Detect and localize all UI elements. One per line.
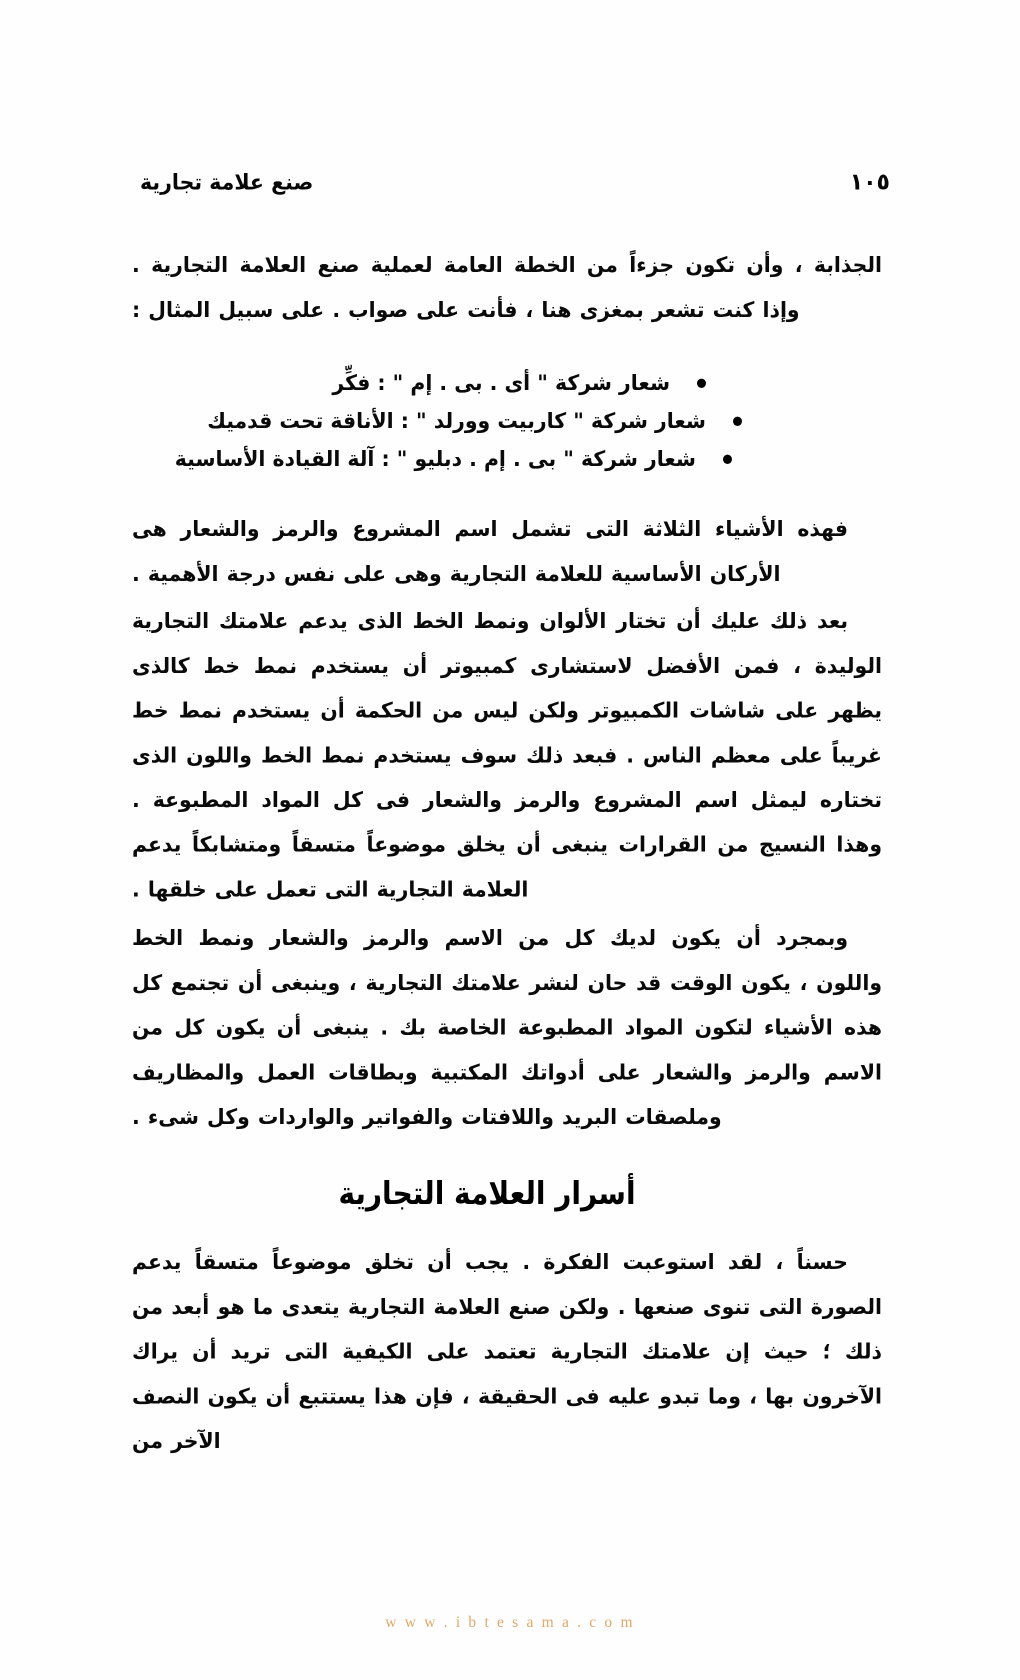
list-item xyxy=(132,439,732,479)
page-number: ١٠٥ xyxy=(849,169,890,196)
footer-watermark-url: w w w . i b t e s a m a . c o m xyxy=(385,1614,635,1631)
text-column xyxy=(132,243,882,1455)
bullet-dot-icon xyxy=(733,417,742,426)
paragraph-2: فهذه الأشياء الثلاثة التى تشمل اسم المشروع والرمز والشعار هى الأركان الأساسية للعلامة التجارية وهى على نفس درجة الأهمية . xyxy=(132,516,848,587)
list-item xyxy=(132,401,742,441)
list-item-label: شعار شركة " أى . بى . إم " : فكِّر xyxy=(332,370,670,396)
list-item xyxy=(132,363,706,403)
paragraph-3: بعد ذلك عليك أن تختار الألوان ونمط الخط الذى يدعم علامتك التجارية الوليدة ، فمن الأفضل لاستشارى كمبيوتر أن يستخدم نمط خط كالذى يظهر على شاشات الكمبيوتر ولكن ليس من الحكمة أن يستخدم نمط خط غريباً على معظم الناس . فبعد ذلك سوف يستخدم نمط الخط واللون الذى تختاره ليمثل اسم المشروع والرمز والشعار فى كل المواد المطبوعة . وهذا النسيج من القرارات ينبغى أن يخلق موضوعاً متسقاً ومتشابكاً يدعم العلامة التجارية التى تعمل على خلقها . xyxy=(132,608,882,902)
bullet-dot-icon xyxy=(723,455,732,464)
paragraph-5: حسناً ، لقد استوعبت الفكرة . يجب أن تخلق موضوعاً متسقاً يدعم الصورة التى تنوى صنعها . ولكن صنع العلامة التجارية يتعدى ما هو أبعد من ذلك ؛ حيث إن علامتك التجارية تعتمد على الكيفية التى تريد أن يراك الآخرون بها ، وما تبدو عليه فى الحقيقة ، فإن هذا يستتبع أن يكون النصف الآخر من xyxy=(132,1249,882,1454)
section-heading: أسرار العلامة التجارية xyxy=(338,1175,636,1212)
bullet-dot-icon xyxy=(697,379,706,388)
paragraph-4: وبمجرد أن يكون لديك كل من الاسم والرمز والشعار ونمط الخط واللون ، يكون الوقت قد حان لنشر علامتك التجارية ، وينبغى أن تجتمع كل هذه الأشياء لتكون المواد المطبوعة الخاصة بك . ينبغى أن يكون كل من الاسم والرمز والشعار على أدواتك المكتبية وبطاقات العمل والمظاريف وملصقات البريد واللافتات والفواتير والواردات وكل شىء . xyxy=(132,925,882,1130)
list-item-label: شعار شركة " بى . إم . دبليو " : آلة القيادة الأساسية xyxy=(174,446,696,472)
paragraph-1: الجذابة ، وأن تكون جزءاً من الخطة العامة لعملية صنع العلامة التجارية . وإذا كنت تشعر بمغزى هنا ، فأنت على صواب . على سبيل المثال : xyxy=(132,252,882,323)
running-head-title: صنع علامة تجارية xyxy=(140,169,314,195)
running-head xyxy=(140,170,890,204)
list-item-label: شعار شركة " كاربيت وورلد " : الأناقة تحت قدميك xyxy=(207,408,706,434)
slogan-bullet-list xyxy=(132,363,882,477)
